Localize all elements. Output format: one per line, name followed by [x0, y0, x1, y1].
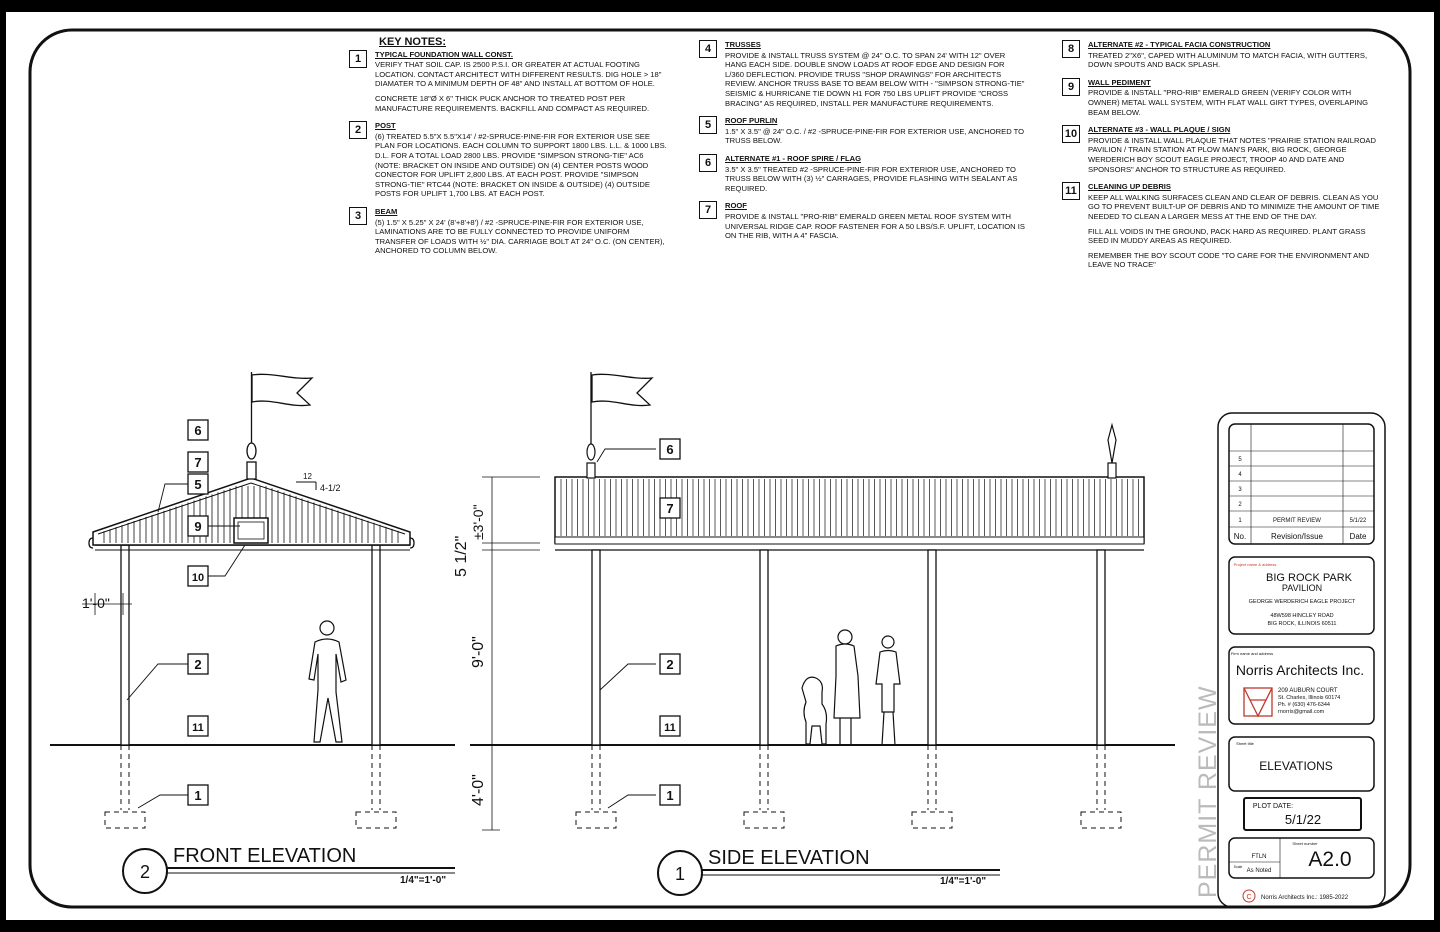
key-note-text: KEEP ALL WALKING SURFACES CLEAN AND CLEAR OF DEBRIS. CLEAN AS YOU GO TO PREVENT BUILT-UP OF DEBRIS AND TO MINIMIZE THE AMOUNT OF TIME NEEDED TO CLEAN A LARGER MESS AT THE END OF THE DAY.: [1088, 192, 1380, 221]
key-notes-col-1: [349, 38, 669, 264]
side-elevation-scale: 1/4"=1'-0": [940, 876, 987, 887]
key-notes-col-2: [699, 40, 1025, 249]
key-note-title: CLEANING UP DEBRIS: [1088, 182, 1171, 192]
stamp-scale-label: Scale: [1233, 865, 1243, 869]
key-note-3: [349, 207, 669, 256]
firm-phone: Ph. # (630) 476-6344: [1278, 702, 1330, 708]
key-note-title: POST: [375, 121, 396, 131]
front-tag-11: 11: [192, 722, 204, 734]
copyright-mark: C: [1246, 894, 1252, 901]
plot-date-label: PLOT DATE:: [1252, 803, 1294, 810]
key-note-title: ROOF PURLIN: [725, 116, 778, 126]
front-pitch-run: 4-1/2: [320, 483, 341, 493]
key-notes-heading: KEY NOTES:: [379, 36, 447, 48]
key-note-text: (6) TREATED 5.5"X 5.5"X14' / #2-SPRUCE-PINE-FIR FOR EXTERIOR USE SEE PLAN FOR LOCATIONS. EACH COLUMN TO SUPPORT 1800 LBS. L.L. & 1000 LBS. D.L. FOR A TOTAL LOAD 2800 LBS. PROVIDE "SIMPSON STRONG-TIE" AC6 (NOTE: BRACKET ON INSIDE AND OUTSIDE) ON (4) CENTER POSTS WOOD CONECTOR FOR UPLIFT 2,800 LBS. AT EACH POST. PROVIDE "SIMPSON STRONG-TIE" RTC44 (NOTE: BRACKET ON INSIDE & OUTSIDE) (4) OUTSIDE POSTS FOR UPLIFT 1,700 LBS. AT EACH POST.: [375, 131, 667, 199]
key-note-number: 3: [349, 207, 367, 225]
key-note-number: 2: [349, 121, 367, 139]
side-tag-1: 1: [666, 788, 674, 803]
sheet-number: A2.0: [1308, 848, 1352, 871]
firm-address1: 209 AUBURN COURT: [1278, 688, 1338, 694]
firm-name: Norris Architects Inc.: [1235, 662, 1365, 678]
rev-head-desc: Revision/Issue: [1270, 532, 1324, 541]
side-dim-roof: ±3'-0": [470, 504, 486, 540]
key-note-number: 1: [349, 50, 367, 68]
stamp-scale-value: As Noted: [1246, 868, 1272, 874]
key-note-title: ALTERNATE #1 - ROOF SPIRE / FLAG: [725, 153, 861, 163]
front-elevation-number: 2: [139, 862, 151, 882]
key-note-text: REMEMBER THE BOY SCOUT CODE "TO CARE FOR THE ENVIRONMENT AND LEAVE NO TRACE": [1088, 250, 1370, 270]
front-tag-2: 2: [194, 657, 202, 672]
side-tag-11: 11: [664, 722, 676, 734]
sheet-title-label: Sheet title: [1236, 741, 1254, 746]
rev-no-5: 5: [1238, 457, 1242, 463]
plot-date: 5/1/22: [1284, 812, 1322, 827]
front-overhang-dim: 1'-0": [82, 595, 110, 611]
firm-label: Firm name and address: [1230, 651, 1274, 656]
key-note-title: WALL PEDIMENT: [1088, 77, 1151, 87]
firm-address2: St. Charles, Illinois 60174: [1278, 695, 1341, 701]
front-tag-5: 5: [194, 477, 202, 492]
key-note-title: BEAM: [375, 206, 398, 216]
key-notes-col-3: [1062, 40, 1384, 278]
key-note-text: VERIFY THAT SOIL CAP. IS 2500 P.S.I. OR GREATER AT ACTUAL FOOTING LOCATION. CONTACT ARCHITECT WITH DIFFERENT RESULTS. DIG HOLE > 18" DIAMATER TO A MINIMUM DEPTH OF 48" AND INSTALL AT BOTTOM OF HOLE.: [375, 60, 662, 89]
rev-date-1: 5/1/22: [1349, 518, 1367, 524]
project-line3: GEORGE WERDERICH EAGLE PROJECT: [1248, 599, 1356, 605]
key-note-title: ROOF: [725, 201, 747, 211]
firm-email: rnorris@gmail.com: [1278, 709, 1325, 715]
front-elevation-scale: 1/4"=1'-0": [400, 875, 447, 886]
key-note-text: PROVIDE & INSTALL "PRO-RIB" EMERALD GREEN METAL ROOF SYSTEM WITH UNIVERSAL RIDGE CAP. ROOF FASTENER FOR A 50 LBS/S.F. UPLIFT, LOCATION IS ON THE RIB, WITH A 4" FASCIA.: [725, 211, 1025, 241]
key-note-7: [699, 201, 1025, 240]
rev-no-4: 4: [1238, 472, 1242, 478]
key-note-title: ALTERNATE #2 - TYPICAL FACIA CONSTRUCTION: [1088, 40, 1271, 49]
key-note-text: 1.5" X 3.5" @ 24" O.C. / #2 -SPRUCE-PINE-FIR FOR EXTERIOR USE, ANCHORED TO TRUSS BELOW.: [725, 126, 1025, 146]
side-dim-clear: 9'-0": [470, 636, 487, 668]
side-elevation-number: 1: [674, 864, 686, 884]
key-note-text: (5) 1.5" X 5.25" X 24' (8'+8'+8') / #2 -SPRUCE-PINE-FIR FOR EXTERIOR USE, LAMINATIONS ARE TO BE FULLY CONNECTED TO PROVIDE UNIFORM TRANSFER OF LOADS WITH ½" DIA. CARRIAGE BOLT AT 24" O.C. (ON CENTER), ANCHORED TO COLUMN BELOW.: [375, 217, 665, 256]
key-note-title: ALTERNATE #3 - WALL PLAQUE / SIGN: [1088, 125, 1231, 135]
project-label: Project name & address: [1233, 562, 1277, 567]
key-note-title: TRUSSES: [725, 40, 761, 49]
side-dim-footing: 4'-0": [470, 774, 487, 806]
side-elevation-title: SIDE ELEVATION: [708, 847, 870, 869]
front-tag-1: 1: [194, 788, 202, 803]
sheet-title: ELEVATIONS: [1259, 759, 1333, 773]
key-note-number: 5: [699, 116, 717, 134]
key-note-10: [1062, 125, 1384, 174]
key-note-1: [349, 50, 669, 114]
key-note-title: TYPICAL FOUNDATION WALL CONST.: [375, 49, 513, 59]
rev-no-3: 3: [1238, 487, 1242, 493]
key-note-9: [1062, 78, 1384, 117]
rev-desc-1: PERMIT REVIEW: [1273, 518, 1321, 524]
front-elevation-title: FRONT ELEVATION: [173, 845, 357, 867]
copyright-text: Norris Architects Inc.: 1985-2022: [1261, 895, 1349, 901]
project-sub: PAVILION: [1281, 583, 1323, 593]
key-note-number: 10: [1062, 125, 1080, 143]
key-note-text: PROVIDE & INSTALL "PRO-RIB" EMERALD GREEN (VERIFY COLOR WITH OWNER) METAL WALL SYSTEM, WITH FLAT WALL GIRT TYPES, OVERLAPING BEAM BELOW.: [1088, 88, 1369, 117]
sheet-number-label: Sheet number: [1292, 841, 1318, 846]
key-note-number: 7: [699, 201, 717, 219]
rev-head-no: No.: [1233, 532, 1247, 541]
front-pitch-rise: 12: [303, 472, 312, 481]
key-note-11: [1062, 182, 1384, 270]
key-note-6: [699, 154, 1025, 193]
front-tag-6: 6: [194, 423, 202, 438]
side-tag-6: 6: [666, 442, 674, 457]
key-note-number: 6: [699, 154, 717, 172]
side-dim-mid: 5 1/2": [453, 535, 470, 577]
rev-no-2: 2: [1238, 502, 1242, 508]
side-tag-2: 2: [666, 657, 674, 672]
key-note-text: 3.5" X 3.5" TREATED #2 -SPRUCE-PINE-FIR FOR EXTERIOR USE, ANCHORED TO TRUSS BELOW WITH (3) ½" CARRAGES, PROVIDE FLASHING WITH SEALANT AS REQUIRED.: [725, 164, 1018, 193]
key-note-text: PROVIDE & INSTALL WALL PLAQUE THAT NOTES "PRAIRIE STATION RAILROAD PAVILION / TRAIN STATION AT PLOW MAN'S PARK, BIG ROCK, GEORGE WERDERICH BOY SCOUT EAGLE PROJECT, TROOP 40 AND DATE AND SPONSORS" ANCHOR TO STRUCTURE AS REQUIRED.: [1088, 135, 1376, 174]
key-note-2: [349, 121, 669, 199]
key-note-text: TREATED 2"X6", CAPED WITH ALUMINUM TO MATCH FACIA, WITH GUTTERS, DOWN SPOUTS AND BACK SPLASH.: [1088, 50, 1368, 70]
project-name: BIG ROCK PARK: [1266, 572, 1352, 584]
key-note-text: CONCRETE 18"Ø X 6" THICK PUCK ANCHOR TO TREATED POST PER MANUFACTURE REQUIREMENTS. BACKFILL AND COMPACT AS REQUIRED.: [375, 93, 650, 113]
stamp-ftln: FTLN: [1251, 854, 1267, 860]
key-note-text: PROVIDE & INSTALL TRUSS SYSTEM @ 24" O.C. TO SPAN 24' WITH 12" OVER HANG EACH SIDE. DOUBLE SNOW LOADS AT ROOF EDGE AND DESIGN FOR L/360 DEFLECTION. PROVIDE TRUSS "SHOP DRAWINGS" FOR ARCHITECTS REVIEW. ANCHOR TRUSS BASE TO BEAM BELOW WITH - "SIMPSON STRONG-TIE" SEISMIC & HURRICANE TIE DOWN H1 FOR 750 LBS UPLIFT PROVIDE "CROSS BRACING" AS REQUIRED, INSTALL PER MANUFACTURE REQUIREMENTS.: [725, 50, 1025, 108]
permit-review-watermark: PERMIT REVIEW: [1194, 685, 1222, 898]
key-note-number: 9: [1062, 78, 1080, 96]
key-note-8: [1062, 40, 1384, 70]
key-note-text: FILL ALL VOIDS IN THE GROUND, PACK HARD AS REQUIRED. PLANT GRASS SEED IN MUDDY AREAS AS REQUIRED.: [1088, 226, 1366, 246]
rev-no-1: 1: [1238, 518, 1242, 524]
key-note-number: 4: [699, 40, 717, 58]
key-note-4: [699, 40, 1025, 108]
rev-head-date: Date: [1349, 532, 1367, 541]
project-address1: 48W598 HINCLEY ROAD: [1270, 613, 1334, 619]
front-tag-10: 10: [191, 572, 205, 584]
front-tag-7: 7: [194, 455, 202, 470]
project-address2: BIG ROCK, ILLINOIS 60511: [1267, 621, 1337, 627]
side-tag-7: 7: [666, 501, 674, 516]
key-note-number: 8: [1062, 40, 1080, 58]
key-note-5: [699, 116, 1025, 146]
front-tag-9: 9: [194, 519, 202, 534]
key-note-number: 11: [1062, 182, 1080, 200]
